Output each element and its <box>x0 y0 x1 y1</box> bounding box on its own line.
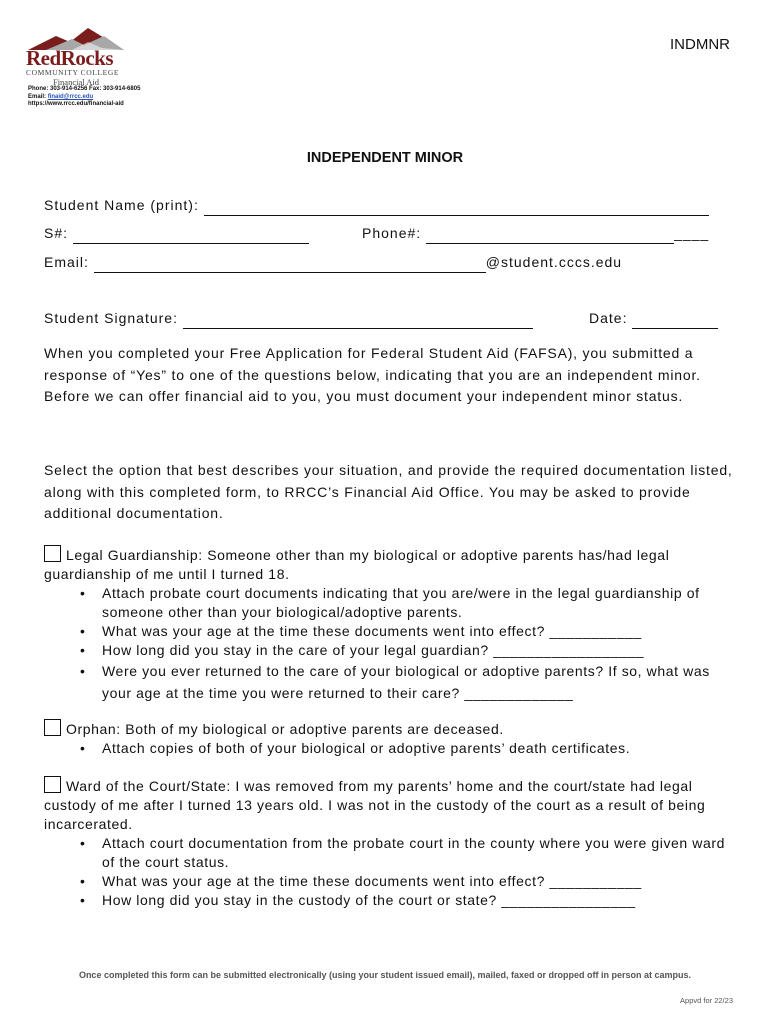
orphan-checkbox[interactable] <box>44 719 61 736</box>
phone-label: Phone#: <box>362 225 422 241</box>
website-link[interactable]: https://www.rrcc.edu/financial-aid <box>28 101 124 107</box>
list-item: • How long did you stay in the care of your legal guardian? __________________ <box>102 641 734 660</box>
option-legal-guardianship <box>44 545 734 704</box>
email-domain: @student.cccs.edu <box>485 254 623 270</box>
page-title: INDEPENDENT MINOR <box>306 150 464 166</box>
list-item: • What was your age at the time these documents went into effect? ___________ <box>102 622 734 641</box>
option-ward-of-court <box>44 776 734 910</box>
date-row <box>589 310 718 329</box>
email-link[interactable]: finaid@rrcc.edu <box>47 93 94 100</box>
logo-name: RedRocks <box>26 46 114 70</box>
email-label: Email: <box>28 93 47 100</box>
list-item: • Were you ever returned to the care of your biological or adoptive parents? If so, what was your age at the time you were returned to their care? _____________ <box>102 660 734 704</box>
footer-note: Once completed this form can be submitted electronically (using your student issued email), mailed, faxed or dropped off in person at campus. <box>78 970 692 980</box>
approval-note: Appvd for 22/23 <box>680 996 733 1005</box>
logo-subtitle: COMMUNITY COLLEGE <box>26 68 120 77</box>
list-item: • Attach court documentation from the probate court in the county where you were given ward of the court status. <box>102 834 734 872</box>
s-number-input[interactable] <box>73 227 309 244</box>
signature-label: Student Signature: <box>44 310 178 326</box>
email-row <box>44 254 622 273</box>
option-text: Ward of the Court/State: I was removed from my parents’ home and the court/state had legal custody of me after I turned 13 years old. I was not in the custody of the court as a result of being incarcerated. <box>44 778 706 832</box>
phone-row <box>362 225 709 244</box>
option-text: Legal Guardianship: Someone other than my biological or adoptive parents has/had legal guardianship of me until I turned 18. <box>44 547 670 582</box>
date-label: Date: <box>589 310 628 326</box>
intro-paragraph: When you completed your Free Application for Federal Student Aid (FAFSA), you submitted a response of “Yes” to one of the questions below, indicating that you are an independent minor. Before we can offer financial aid to you, you must document your independent minor status. <box>44 345 701 404</box>
legal-guardianship-checkbox[interactable] <box>44 545 61 562</box>
phone-tail: ____ <box>674 225 710 241</box>
signature-input[interactable] <box>183 312 533 329</box>
list-item: • How long did you stay in the custody of the court or state? ________________ <box>102 891 734 910</box>
email-field-label: Email: <box>44 254 89 270</box>
student-name-row <box>44 197 709 216</box>
phone-fax: Phone: 303-914-6256 Fax: 303-914-6805 <box>28 86 141 92</box>
s-number-row <box>44 225 309 244</box>
list-item: • Attach probate court documents indicating that you are/were in the legal guardianship of someone other than your biological/adoptive parents. <box>102 584 734 622</box>
student-name-label: Student Name (print): <box>44 197 199 213</box>
date-input[interactable] <box>632 312 718 329</box>
list-item: • Attach copies of both of your biological or adoptive parents’ death certificates. <box>102 739 734 758</box>
instruction-paragraph: Select the option that best describes your situation, and provide the required documentation listed, along with this completed form, to RRCC’s Financial Aid Office. You may be asked to provide additional documentation. <box>44 462 733 521</box>
logo-department: Financial Aid <box>52 77 100 87</box>
signature-row <box>44 310 533 329</box>
option-orphan <box>44 719 734 758</box>
s-number-label: S#: <box>44 225 69 241</box>
list-item: • What was your age at the time these documents went into effect? ___________ <box>102 872 734 891</box>
form-code: INDMNR <box>670 36 730 53</box>
contact-info <box>28 86 140 109</box>
college-logo <box>26 26 126 88</box>
option-text: Orphan: Both of my biological or adoptive parents are deceased. <box>66 721 504 737</box>
email-input[interactable] <box>94 256 486 273</box>
student-name-input[interactable] <box>204 199 709 216</box>
ward-of-court-checkbox[interactable] <box>44 776 61 793</box>
phone-input[interactable] <box>426 227 674 244</box>
